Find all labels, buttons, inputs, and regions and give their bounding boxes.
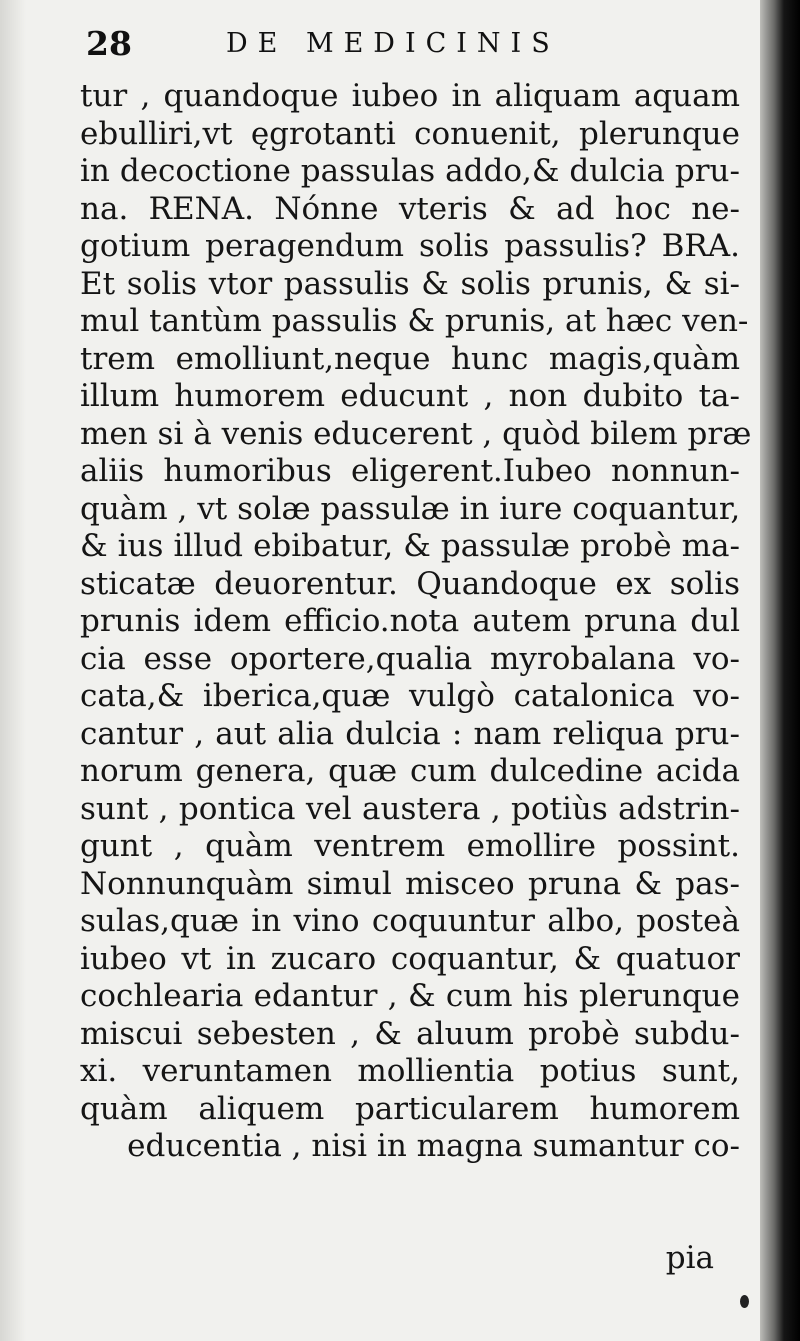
text-line: Et solis vtor passulis & solis prunis, & si- bbox=[80, 265, 740, 302]
page-header bbox=[86, 20, 646, 74]
book-gutter-shadow bbox=[760, 0, 800, 1341]
body-text bbox=[80, 78, 752, 1166]
text-line: in decoctione passulas addo,& dulcia pru- bbox=[80, 153, 740, 189]
text-line: norum genera, quæ cum dulcedine acida bbox=[80, 753, 740, 789]
page-edge-shadow bbox=[0, 0, 26, 1341]
text-line: prunis idem efficio.nota autem pruna dul bbox=[80, 603, 740, 639]
text-line: cantur , aut alia dulcia : nam reliqua pru- bbox=[80, 715, 740, 752]
text-line: cochlearia edantur , & cum his plerunque bbox=[80, 978, 740, 1014]
text-line: na. RENA. Nónne vteris & ad hoc ne- bbox=[80, 190, 740, 227]
text-line: cia esse oportere,qualia myrobalana vo- bbox=[80, 640, 740, 677]
text-line: gotium peragendum solis passulis? BRA. bbox=[80, 228, 740, 264]
page-number: 28 bbox=[86, 24, 132, 63]
text-line: Nonnunquàm simul misceo pruna & pas- bbox=[80, 865, 740, 902]
text-line: sticatæ deuorentur. Quandoque ex solis bbox=[80, 565, 740, 602]
text-line: men si à venis educerent , quòd bilem præ bbox=[80, 415, 752, 452]
text-line: quàm aliquem particularem humorem bbox=[80, 1090, 740, 1127]
text-line: quàm , vt solæ passulæ in iure coquantur, bbox=[80, 490, 741, 527]
text-line: sulas,quæ in vino coquuntur albo, posteà bbox=[80, 903, 740, 939]
text-line: ebulliri,vt ęgrotanti conuenit, plerunque bbox=[80, 115, 740, 152]
running-head: DE MEDICINIS bbox=[226, 28, 560, 59]
text-line: cata,& iberica,quæ vulgò catalonica vo- bbox=[80, 678, 740, 714]
text-line: sunt , pontica vel austera , potiùs adstrin- bbox=[80, 790, 740, 827]
text-line: tur , quandoque iubeo in aliquam aquam bbox=[80, 78, 740, 114]
text-line: & ius illud ebibatur, & passulæ probè ma- bbox=[80, 528, 740, 564]
text-line: miscui sebesten , & aluum probè subdu- bbox=[80, 1015, 740, 1052]
text-line: aliis humoribus eligerent.Iubeo nonnun- bbox=[80, 453, 740, 489]
text-line: trem emolliunt,neque hunc magis,quàm bbox=[80, 340, 740, 377]
text-line: illum humorem educunt , non dubito ta- bbox=[80, 378, 740, 414]
text-line: xi. veruntamen mollientia potius sunt, bbox=[80, 1053, 740, 1089]
text-line: gunt , quàm ventrem emollire possint. bbox=[80, 828, 740, 864]
text-line: mul tantùm passulis & prunis, at hæc ven- bbox=[80, 303, 749, 339]
text-line: educentia , nisi in magna sumantur co- bbox=[127, 1128, 740, 1164]
text-line: iubeo vt in zucaro coquantur, & quatuor bbox=[80, 940, 740, 977]
ink-spot bbox=[740, 1295, 749, 1308]
catchword: pia bbox=[665, 1240, 714, 1276]
